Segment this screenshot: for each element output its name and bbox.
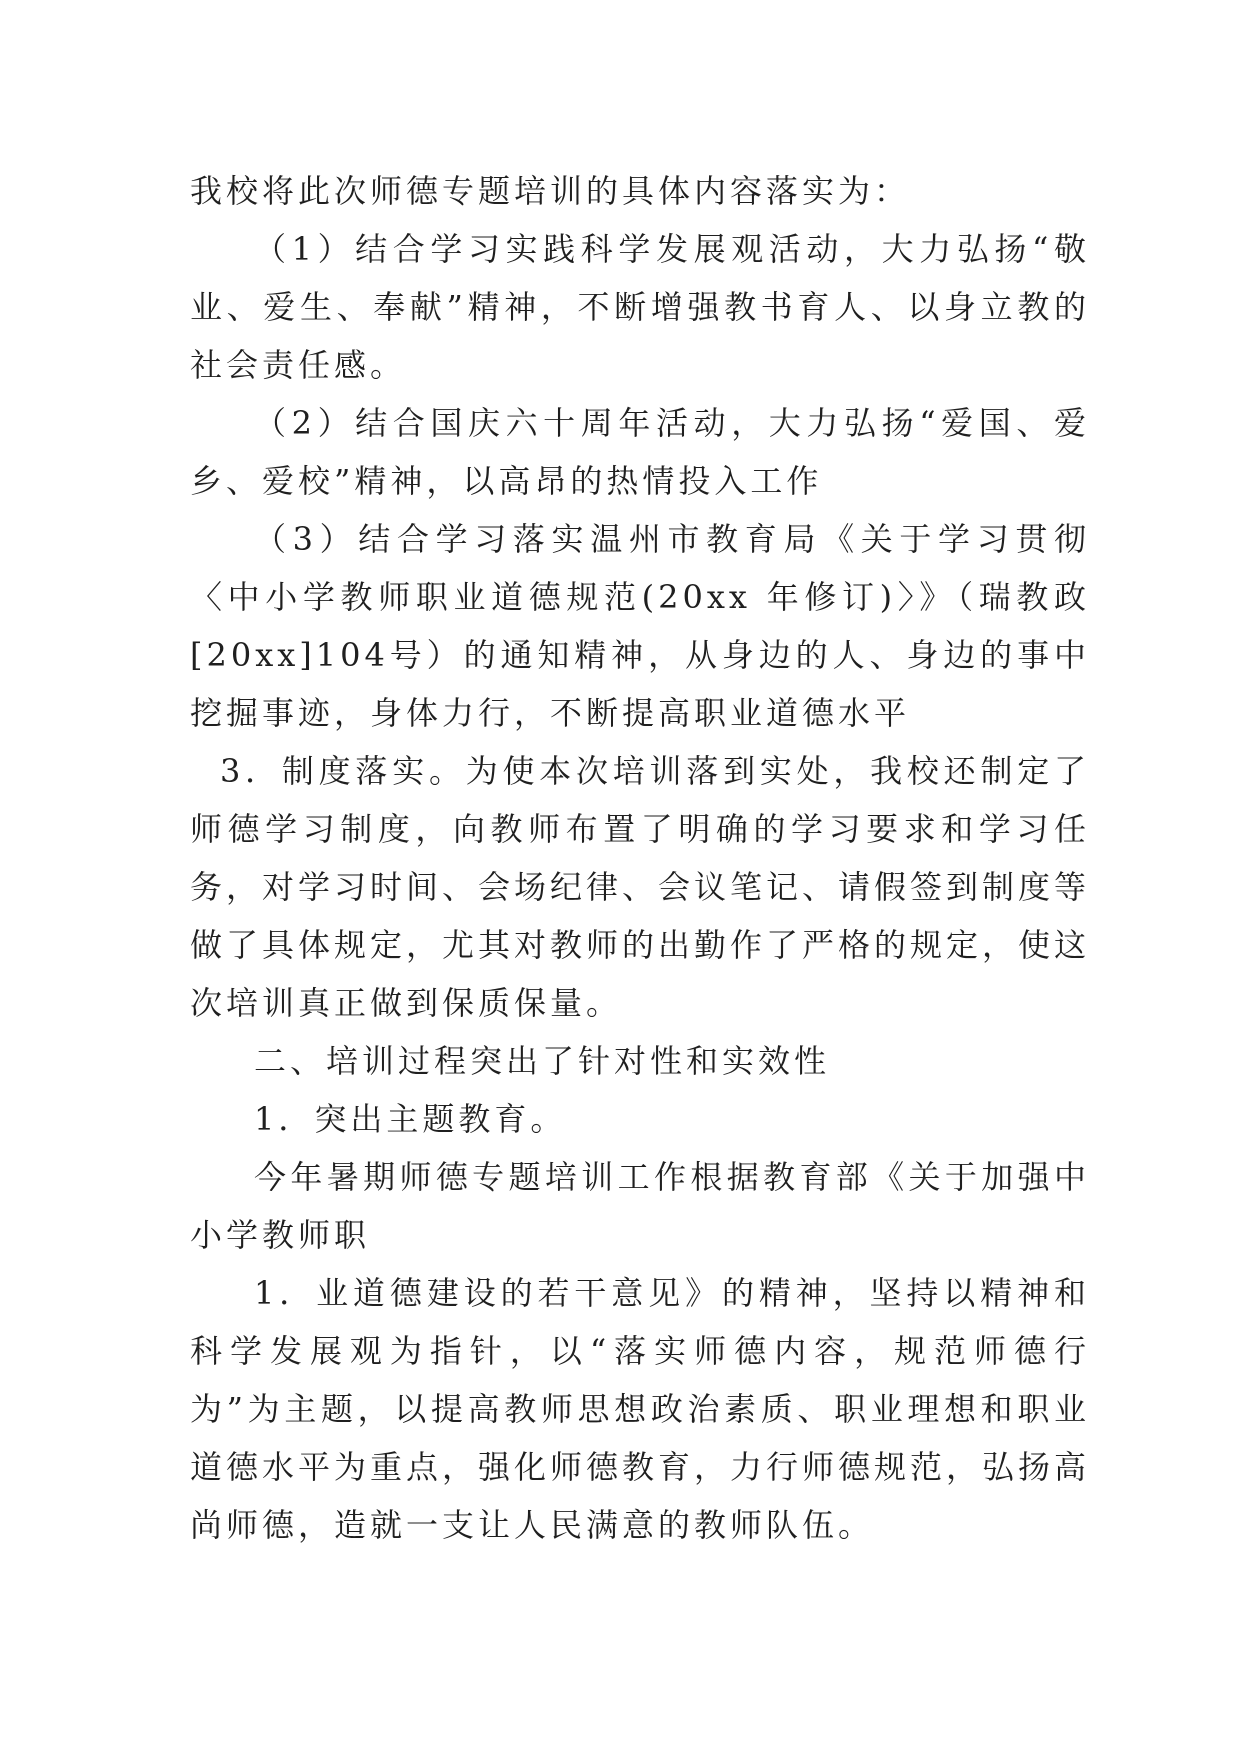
paragraph-item-1: （1）结合学习实践科学发展观活动，大力弘扬“敬业、爱生、奉献”精神，不断增强教书育人、以身立教的社会责任感。 [190, 230, 1090, 384]
paragraph-item-2: （2）结合国庆六十周年活动，大力弘扬“爱国、爱乡、爱校”精神，以高昂的热情投入工作 [190, 404, 1090, 500]
paragraph-item-3: （3）结合学习落实温州市教育局《关于学习贯彻〈中小学教师职业道德规范(20xx 年修订)〉》（瑞教政[20xx]104号）的通知精神，从身边的人、身边的事中挖掘事迹，身体力行，不断提高职业道德水平 [190, 520, 1090, 732]
section-heading-2: 二、培训过程突出了针对性和实效性 [254, 1042, 831, 1080]
subheading-theme: 1．突出主题教育。 [254, 1100, 567, 1138]
document-body [190, 162, 1090, 1554]
paragraph-system: 3．制度落实。为使本次培训落到实处，我校还制定了师德学习制度，向教师布置了明确的学习要求和学习任务，对学习时间、会场纪律、会议笔记、请假签到制度等做了具体规定，尤其对教师的出勤作了严格的规定，使这次培训真正做到保质保量。 [190, 752, 1091, 1022]
paragraph-intro: 我校将此次师德专题培训的具体内容落实为： [190, 172, 911, 210]
paragraph-ethics: 1．业道德建设的若干意见》的精神，坚持以精神和科学发展观为指针，以“落实师德内容，规范师德行为”为主题，以提高教师思想政治素质、职业理想和职业道德水平为重点，强化师德教育，力行师德规范，弘扬高尚师德，造就一支让人民满意的教师队伍。 [190, 1274, 1091, 1544]
paragraph-summer: 今年暑期师德专题培训工作根据教育部《关于加强中小学教师职 [190, 1158, 1090, 1254]
